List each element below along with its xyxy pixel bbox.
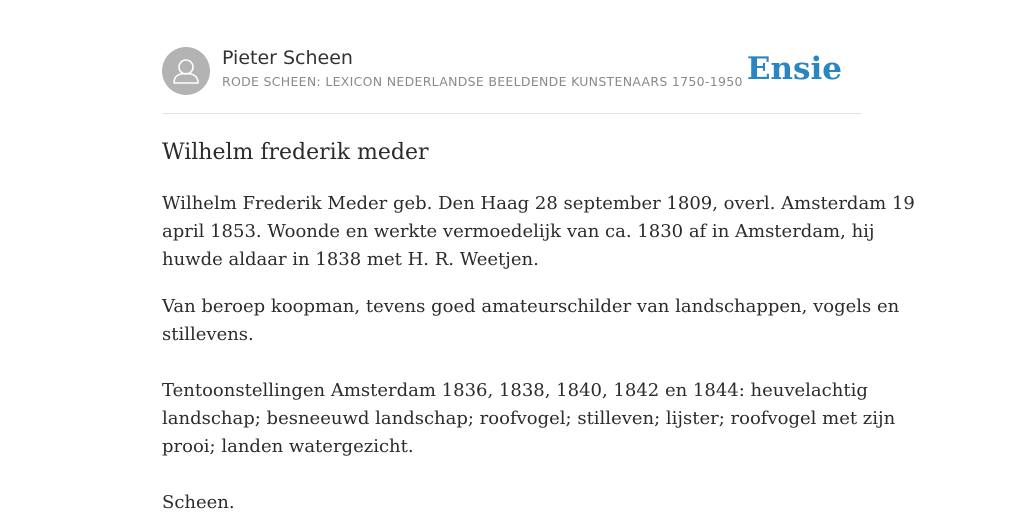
header-divider: [162, 113, 862, 114]
paragraph-line: Van beroep koopman, tevens goed amateurschilder van landschappen, vogels en: [162, 296, 900, 317]
paragraph-line: prooi; landen watergezicht.: [162, 436, 414, 457]
author-avatar[interactable]: [162, 47, 210, 95]
paragraph-line: landschap; besneeuwd landschap; roofvogel; stilleven; lijster; roofvogel met zijn: [162, 408, 896, 429]
article-header: [162, 46, 862, 114]
paragraph-line: stillevens.: [162, 324, 254, 345]
author-name[interactable]: Pieter Scheen: [222, 47, 353, 69]
brand-logo[interactable]: Ensie: [746, 51, 842, 87]
article-paragraph: [162, 190, 915, 274]
article-paragraph: [162, 377, 896, 461]
article-paragraph: [162, 293, 900, 349]
article-title: Wilhelm frederik meder: [162, 140, 429, 165]
article-signature: [162, 489, 862, 512]
paragraph-line: Wilhelm Frederik Meder geb. Den Haag 28 september 1809, overl. Amsterdam 19: [162, 193, 915, 214]
paragraph-line: Tentoonstellingen Amsterdam 1836, 1838, 1840, 1842 en 1844: heuvelachtig: [162, 380, 868, 401]
paragraph-line: huwde aldaar in 1838 met H. R. Weetjen.: [162, 249, 539, 270]
paragraph-line: april 1853. Woonde en werkte vermoedelijk van ca. 1830 af in Amsterdam, hij: [162, 221, 875, 242]
user-silhouette-icon: [162, 47, 210, 95]
paragraph-line: Scheen.: [162, 492, 235, 512]
source-lexicon[interactable]: RODE SCHEEN: LEXICON NEDERLANDSE BEELDENDE KUNSTENAARS 1750-1950: [222, 74, 743, 89]
